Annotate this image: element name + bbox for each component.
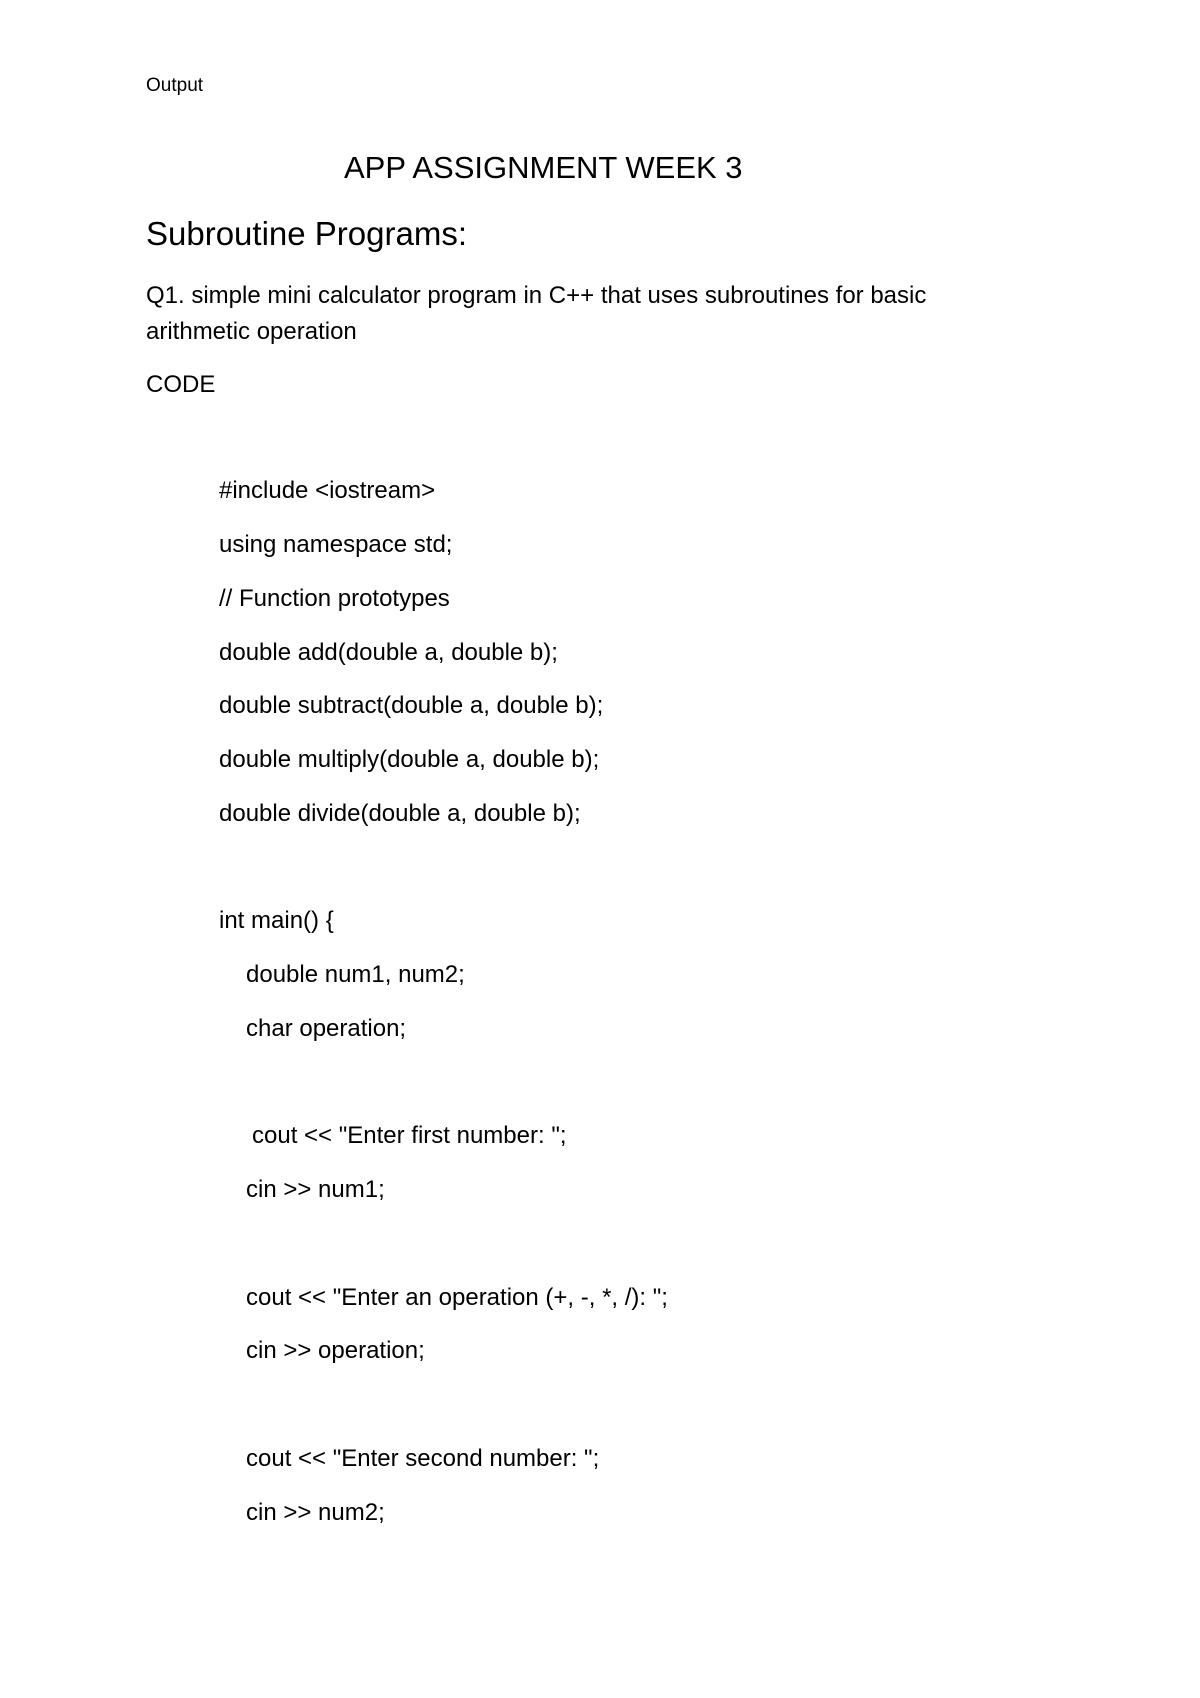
code-line: double subtract(double a, double b); [219, 692, 604, 719]
code-line: char operation; [246, 1015, 407, 1042]
code-line: double multiply(double a, double b); [219, 746, 600, 773]
code-line: cin >> num2; [246, 1499, 385, 1526]
code-line: cout << "Enter first number: "; [252, 1122, 567, 1149]
question-text [146, 278, 1026, 350]
code-line: cout << "Enter an operation (+, -, *, /): "; [246, 1284, 668, 1311]
code-line: double divide(double a, double b); [219, 800, 581, 827]
question-line: Q1. simple mini calculator program in C++ that uses subroutines for basic [146, 282, 927, 309]
code-line: #include <iostream> [219, 477, 436, 504]
code-line: using namespace std; [219, 531, 453, 558]
code-line: cout << "Enter second number: "; [246, 1445, 600, 1472]
code-line: // Function prototypes [219, 585, 450, 612]
document-title: APP ASSIGNMENT WEEK 3 [344, 150, 743, 185]
code-line: double num1, num2; [246, 961, 465, 988]
code-line: int main() { [219, 907, 334, 934]
code-line: double add(double a, double b); [219, 639, 558, 666]
code-label: CODE [146, 371, 216, 398]
code-line: cin >> operation; [246, 1337, 425, 1364]
section-heading: Subroutine Programs: [146, 215, 467, 252]
page-header: Output [146, 75, 204, 96]
code-line: cin >> num1; [246, 1176, 385, 1203]
question-line: arithmetic operation [146, 318, 357, 345]
